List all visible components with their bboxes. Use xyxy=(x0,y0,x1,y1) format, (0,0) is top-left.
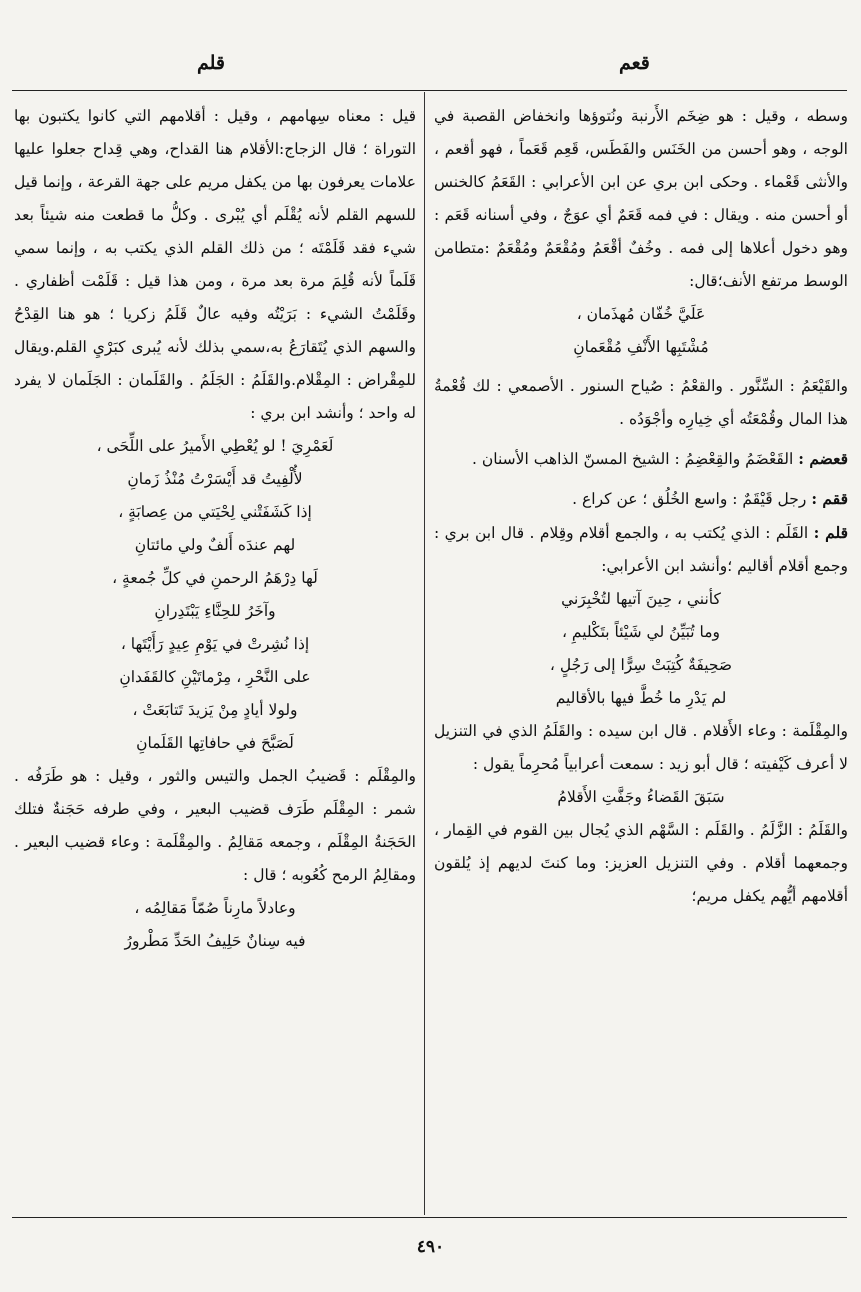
verse-line: لَصَبَّحَ في حافاتِها القَلَمانِ xyxy=(136,734,294,752)
right-column xyxy=(434,100,848,1210)
verse-line: كأنني ، حِينَ آتيها لتُخْبِرَني xyxy=(561,590,721,608)
paragraph: والقَيْعَمُ : السِّنَّور . والقعْمُ : صُياح السنور . الأصمعي : لك قُعْمةُ هذا المال وقُمْعَتُه أي خِيارِه وأجْوَدُه . xyxy=(434,377,848,428)
page-number: ٤٩٠ xyxy=(416,1237,445,1257)
verse-line: وعادلاً مارِناً صُمّاً مَقالِمُه ، xyxy=(134,899,296,917)
paragraph: قيل : معناه سِهامهم ، وقيل : أقلامهم التي كانوا يكتبون بها التوراة ؛ قال الزجاج:الأقلام هنا القداح، وهي قِداح جعلوا عليها علامات يعرفون بها من يكفل مريم على جهة القرعة ، وإنما قيل للسهم القلم لأنه يُقْلَم أي يُبْرى . وكلُّ ما قطعت منه شيئاً بعد شيء فقد قَلَمْتَه ؛ من ذلك القلم الذي يكتب به ، وإنما سمي قَلَماً لأنه قُلِمَ مرة بعد مرة ، ومن هذا قيل : قَلَمْت أظفاري . وقَلَمْتُ الشيء : بَرَيْتُه وفيه عالٌ قَلَمُ زكريا ؛ هو هنا القِدْحُ والسهم الذي يُتَقارَعُ به،سمي بذلك لأنه يُبرى كبَرْيِ القلم.ويقال للمِقْراض : المِقْلام.والقَلَمُ : الجَلَمُ . والقَلَمان : الجَلَمان لا يفرد له واحد ؛ وأنشد ابن بري : xyxy=(14,107,416,422)
verse-line: ولولا أيادٍ مِنْ يَزيدَ تَتابَعَتْ ، xyxy=(132,701,298,719)
entry-qadm xyxy=(434,442,848,476)
verse-line: إذا كَشَفَتْني لِحْيَتي من عِصابَةٍ ، xyxy=(118,503,312,521)
entry-body: القَلَم : الذي يُكتب به ، والجمع أقلام وقِلام . قال ابن بري : وجمع أقلام أقاليم ؛وأنشد ابن الأعرابي: xyxy=(434,524,848,575)
verse-line: على النَّحْرِ ، مِرْماتَيْنِ كالقَفَدانِ xyxy=(119,668,311,686)
verse-line: لَعَمْرِيَ ! لو يُعْطِي الأَميرُ على اللِّحَى ، xyxy=(96,437,334,455)
left-column xyxy=(14,100,416,1210)
verse-line: لأُلْفِيتُ قد أَيْسَرْتُ مُنْذُ زَمانِ xyxy=(127,470,303,488)
paragraph: والقَلَمُ : الزَّلَمُ . والقَلَم : السَّهْم الذي يُجال بين القوم في القِمار ، وجمعهما أقلام . وفي التنزيل العزيز: وما كنتَ لديهم إذ يُلقون أقلامهم أيُّهم يكفل مريم؛ xyxy=(434,821,848,905)
paragraph: والمِقْلَمة : وعاء الأَقلام . قال ابن سيده : والقَلَمُ الذي في التنزيل لا أعرف كَيْفيته ؛ قال أبو زيد : سمعت أعرابياً مُحرِماً يقول : xyxy=(434,722,848,773)
verse-line: لهم عندَه أَلفٌ ولي مائتانِ xyxy=(134,536,296,554)
right-running-headword: قعم xyxy=(619,52,650,74)
left-running-headword: قلم xyxy=(197,52,226,74)
entry-qaym xyxy=(434,482,848,516)
verse-line: وما تُبَيِّنُ لي شَيْئاً بتَكْليمِ ، xyxy=(562,623,720,641)
entry-headword: ققم : xyxy=(811,489,848,508)
bottom-rule xyxy=(12,1217,847,1218)
verse-line: فيه سِنانٌ حَلِيفُ الحَدِّ مَطْرورُ xyxy=(124,932,306,950)
paragraph: والمِقْلَم : قَضيبُ الجمل والتيس والثور ، وقيل : هو طَرَفُه . شمر : المِقْلَم طَرَف قضيب البعير ، وفي طرفه حَجَنةٌ فتلك الحَجَنةُ المِقْلَم ، وجمعه مَقالِمُ . والمِقْلَمة : وعاء قضيب البعير . ومقالِمُ الرمح كُعُوبه ؛ قال : xyxy=(14,767,416,884)
verse-line: إذا نُشِرتْ في يَوْمِ عِيدٍ رَأَيْتَها ، xyxy=(120,635,310,653)
verse-line: عَلَيَّ خُفّان مُهذَمان ، xyxy=(576,305,706,323)
verse-line: وآخَرُ للحِنَّاءِ يَبْتَدِرانِ xyxy=(154,602,276,620)
verse-line: صَحِيفَةٌ كُتِبَتْ سِرًّا إلى رَجُلٍ ، xyxy=(549,656,733,674)
entry-headword: قلم : xyxy=(813,523,848,542)
verse-line: لم يَدْرِ ما خُطَّ فيها بالأقاليم xyxy=(555,689,727,707)
paragraph: وسطه ، وقيل : هو ضِخَم الأَرنبة ونُتوؤها وانخفاض القصبة في الوجه ، وهو أحسن من الخَنَس والفَطَس، قَعِم قَعَماً ، فهو أقعم ، والأنثى قَعْماء . وحكى ابن بري عن ابن الأعرابي : القَعَمُ كالخنس أو أحسن منه . ويقال : في فمه قَعَمٌ أي عوَجٌ ، وفي أسنانه قَعَم : وهو دخول أعلاها إلى فمه . وخُفٌ أقْعَمُ ومُقْعَمٌ ومُقْعَمٌ :متطامن الوسط مرتفع الأنف؛قال: xyxy=(434,107,848,290)
verse-line: لَها دِرْهَمُ الرحمنِ في كلِّ جُمعةٍ ، xyxy=(112,569,318,587)
column-divider xyxy=(424,92,425,1215)
entry-body: القَعْضَمُ والقِعْضِمُ : الشيخ المسنّ الذاهب الأسنان . xyxy=(472,450,794,468)
entry-body: رجل قَيْقَمٌ : واسع الخُلُق ؛ عن كراع . xyxy=(572,490,807,508)
verse-line: سَبَقَ القَضاءُ وجَفَّتِ الأَقلامُ xyxy=(557,788,725,806)
verse-line: مُشْتَبِها الأَنْفِ مُقْعَمانِ xyxy=(573,338,709,356)
entry-qalam xyxy=(434,516,848,583)
top-rule xyxy=(12,90,847,91)
entry-headword: قعضم : xyxy=(798,449,848,468)
